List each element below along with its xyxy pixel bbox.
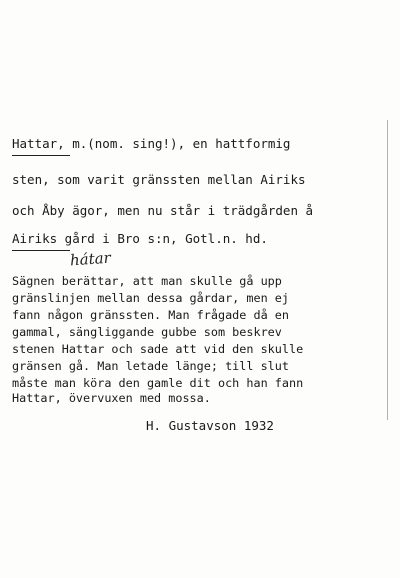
headword-underline [12, 155, 70, 156]
handwritten-note: hátar [69, 248, 112, 270]
story-line-1: Sägnen berättar, att man skulle gå upp [12, 274, 282, 288]
entry-line-2: sten, som varit gränssten mellan Airiks [12, 172, 306, 187]
entry-line-4: Airiks gård i Bro s:n, Gotl.n. hd. [12, 231, 268, 246]
entry-line-1: Hattar, m.(nom. sing!), en hattformig [12, 136, 291, 151]
story-line-6: gränsen gå. Man letade länge; till slut [12, 359, 289, 373]
story-line-8: Hattar, övervuxen med mossa. [12, 391, 211, 405]
place-underline [12, 250, 70, 251]
signature: H. Gustavson 1932 [146, 418, 274, 433]
card-edge-line [387, 120, 388, 420]
story-line-2: gränslinjen mellan dessa gårdar, men ej [12, 291, 289, 305]
story-line-5: stenen Hattar och sade att vid den skulle [12, 342, 304, 356]
story-line-7: måste man köra den gamle dit och han fann [12, 376, 304, 390]
story-line-4: gammal, sängliggande gubbe som beskrev [12, 325, 282, 339]
story-line-3: fann någon gränssten. Man frågade då en [12, 308, 289, 322]
entry-line-3: och Åby ägor, men nu står i trädgården å [12, 203, 314, 218]
